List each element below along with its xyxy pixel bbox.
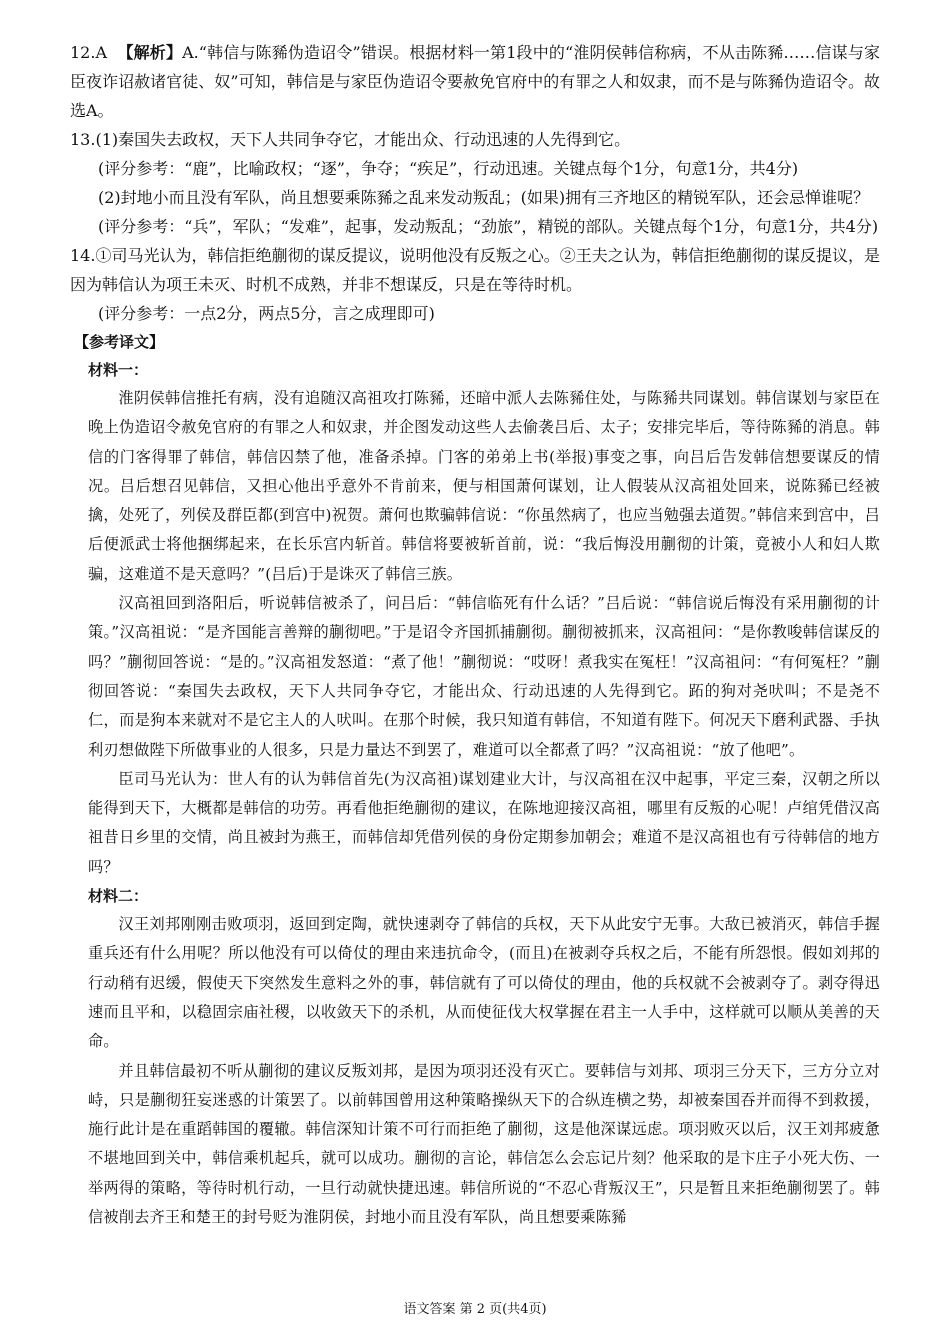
analysis-text: A.“韩信与陈豨伪造诏令”错误。根据材料一第1段中的“淮阴侯韩信称病，不从击陈豨……信谋与家臣夜诈诏赦诸官徒、奴”可知，韩信是与家臣伪造诏令要赦免官府中的有罪之人和奴隶，而不是与陈豨伪造诏令。故选A。 bbox=[70, 43, 880, 120]
translation-2: (2)封地小而且没有军队，尚且想要乘陈豨之乱来发动叛乱；(如果)拥有三齐地区的精锐军队，还会忌惮谁呢？ bbox=[98, 188, 870, 207]
page-content bbox=[70, 38, 880, 1232]
scoring-note-2: (评分参考：“兵”，军队；“发难”，起事，发动叛乱；“劲旅”，精锐的部队。关键点每个1分，句意1分，共4分) bbox=[98, 217, 879, 236]
material-2-paragraph: 汉王刘邦刚刚击败项羽，返回到定陶，就快速剥夺了韩信的兵权，天下从此安宁无事。大敌已被消灭，韩信手握重兵还有什么用呢？所以他没有可以倚仗的理由来违抗命令，(而且)在被剥夺兵权之后，不能有所怨恨。假如刘邦的行动稍有迟缓，假使天下突然发生意料之外的事，韩信就有了可以倚仗的理由，他的兵权就不会被剥夺了。剥夺得迅速而且平和，以稳固宗庙社稷，以收敛天下的杀机，从而使征伐大权掌握在君主一人手中，这样就可以顺从美善的天命。 bbox=[88, 915, 880, 1051]
question-number: 14. bbox=[70, 246, 96, 265]
question-number: 12.A bbox=[70, 43, 107, 62]
scoring-note-1: (评分参考：“鹿”，比喻政权；“逐”，争夺；“疾足”，行动迅速。关键点每个1分，句意1分，共4分) bbox=[98, 159, 799, 178]
material-2-heading: 材料二： bbox=[88, 887, 149, 906]
material-1-paragraph: 淮阴侯韩信推托有病，没有追随汉高祖攻打陈豨，还暗中派人去陈豨住处，与陈豨共同谋划。韩信谋划与家臣在晚上伪造诏令赦免官府的有罪之人和奴隶，并企图发动这些人去偷袭吕后、太子；安排完毕后，等待陈豨的消息。韩信的门客得罪了韩信，韩信囚禁了他，准备杀掉。门客的弟弟上书(举报)事变之事，向吕后告发韩信想要谋反的情况。吕后想召见韩信，又担心他出乎意外不肯前来，便与相国萧何谋划，让人假装从汉高祖处回来，说陈豨已经被擒，处死了，列侯及群臣都(到宫中)祝贺。萧何也欺骗韩信说：“你虽然病了，也应当勉强去道贺。”韩信来到宫中，吕后便派武士将他捆绑起来，在长乐宫内斩首。韩信将要被斩首前，说：“我后悔没用蒯彻的计策，竟被小人和妇人欺骗，这难道不是天意吗？”(吕后)于是诛灭了韩信三族。 bbox=[88, 389, 880, 583]
scoring-note-3: (评分参考：一点2分，两点5分，言之成理即可) bbox=[98, 304, 435, 323]
analysis-tag: 【解析】 bbox=[117, 43, 183, 62]
material-1-heading: 材料一： bbox=[88, 361, 149, 379]
question-number: 13. bbox=[70, 130, 96, 149]
page-footer: 语文答案 第 2 页(共4页) bbox=[403, 1302, 547, 1317]
material-2-paragraph: 并且韩信最初不听从蒯彻的建议反叛刘邦，是因为项羽还没有灭亡。要韩信与刘邦、项羽三分天下，三方分立对峙，只是蒯彻狂妄迷惑的计策罢了。以前韩国曾用这种策略操纵天下的合纵连横之势，却被秦国吞并而得不到救援，施行此计是在重蹈韩国的覆辙。韩信深知计策不可行而拒绝了蒯彻，这是他深谋远虑。项羽败灭以后，汉王刘邦疲惫不堪地回到关中，韩信乘机起兵，就可以成功。蒯彻的言论，韩信怎么会忘记片刻？他采取的是卞庄子小死大伤、一举两得的策略，等待时机行动，一旦行动就快捷迅速。韩信所说的“不忍心背叛汉王”，只是暂且来拒绝蒯彻罢了。韩信被削去齐王和楚王的封号贬为淮阴侯，封地小而且没有军队，尚且想要乘陈豨 bbox=[88, 1061, 880, 1227]
answer-text: ①司马光认为，韩信拒绝蒯彻的谋反提议，说明他没有反叛之心。②王夫之认为，韩信拒绝蒯彻的谋反提议，是因为韩信认为项王未灭、时机不成熟，并非不想谋反，只是在等待时机。 bbox=[70, 246, 880, 294]
question-13-answer-1 bbox=[70, 125, 880, 154]
material-1-paragraph: 汉高祖回到洛阳后，听说韩信被杀了，问吕后：“韩信临死有什么话？”吕后说：“韩信说后悔没有采用蒯彻的计策。”汉高祖说：“是齐国能言善辩的蒯彻吧。”于是诏令齐国抓捕蒯彻。蒯彻被抓来，汉高祖问：“是你教唆韩信谋反的吗？”蒯彻回答说：“是的。”汉高祖发怒道：“煮了他！”蒯彻说：“哎呀！煮我实在冤枉！”汉高祖问：“有何冤枉？”蒯彻回答说：“秦国失去政权，天下人共同争夺它，才能出众、行动迅速的人先得到它。跖的狗对尧吠叫；不是尧不仁，而是狗本来就对不是它主人的人吠叫。在那个时候，我只知道有韩信，不知道有陛下。何况天下磨利武器、手执利刃想做陛下所做事业的人很多，只是力量达不到罢了，难道可以全都煮了吗？”汉高祖说：“放了他吧”。 bbox=[88, 594, 880, 759]
translation-1: (1)秦国失去政权，天下人共同争夺它，才能出众、行动迅速的人先得到它。 bbox=[95, 130, 631, 149]
reference-translation-heading: 【参考译文】 bbox=[74, 333, 165, 351]
material-1-paragraph: 臣司马光认为：世人有的认为韩信首先(为汉高祖)谋划建业大计，与汉高祖在汉中起事，平定三秦，汉朝之所以能得到天下，大概都是韩信的功劳。再看他拒绝蒯彻的建议，在陈地迎接汉高祖，哪里有反叛的心呢！卢绾凭借汉高祖昔日乡里的交情，尚且被封为燕王，而韩信却凭借列侯的身份定期参加朝会；难道不是汉高祖也有亏待韩信的地方吗？ bbox=[88, 769, 880, 876]
question-12-answer bbox=[70, 38, 880, 125]
question-14-answer bbox=[70, 241, 880, 299]
